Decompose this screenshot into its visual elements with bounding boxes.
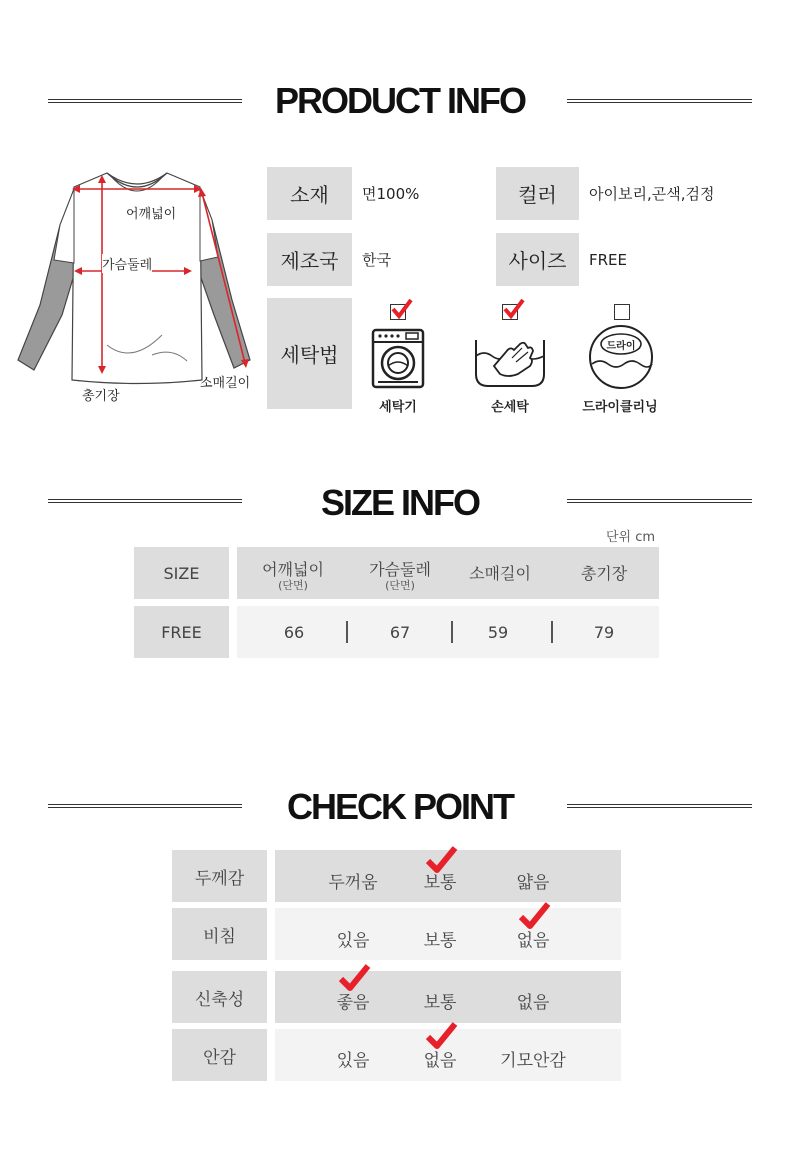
- check-option: 보통: [423, 993, 457, 1013]
- check-icon: [502, 298, 526, 320]
- check-option-selected: 없음: [423, 1051, 457, 1071]
- table-cell: 79: [593, 622, 615, 642]
- chest-label: 가슴둘레: [102, 254, 152, 273]
- check-row-label: 두께감: [172, 850, 267, 902]
- wash-option-hand: [460, 300, 560, 415]
- table-cell: 59: [487, 622, 509, 642]
- color-value: 아이보리,곤색,검정: [589, 185, 715, 203]
- length-header: 총기장: [580, 563, 628, 583]
- size-value: FREE: [589, 250, 628, 269]
- section-title: CHECK POINT: [286, 786, 513, 827]
- wash-caption: 손세탁: [491, 400, 529, 415]
- shoulder-header: [237, 551, 349, 597]
- sleeve-label: 소매길이: [200, 376, 251, 391]
- section-title: SIZE INFO: [320, 482, 479, 523]
- country-value: 한국: [362, 251, 391, 269]
- check-option-selected: 보통: [423, 873, 457, 893]
- chest-header: [344, 551, 456, 597]
- divider: [567, 804, 752, 808]
- wash-option-machine: [348, 300, 448, 415]
- check-option: 기모안감: [500, 1051, 566, 1071]
- total-length-label: 총기장: [82, 389, 120, 404]
- cell-divider: [551, 621, 553, 643]
- shirt-measurement-diagram: [12, 165, 262, 405]
- table-cell: 66: [283, 622, 305, 642]
- checkbox-unchecked: [614, 304, 630, 320]
- check-row-label: 비침: [172, 908, 267, 960]
- check-option: 있음: [336, 931, 370, 951]
- header-label: 가슴둘레: [369, 559, 431, 579]
- size-row-label: FREE: [134, 606, 229, 658]
- check-option-selected: 없음: [516, 931, 550, 951]
- hand-wash-icon: [472, 336, 548, 390]
- check-option: 없음: [516, 993, 550, 1013]
- color-label: 컬러: [496, 167, 579, 220]
- header-label: 어깨넓이: [262, 559, 324, 579]
- header-sub: (단면): [278, 578, 308, 592]
- unit-label: 단위 cm: [606, 530, 656, 545]
- country-label: 제조국: [267, 233, 352, 286]
- dry-clean-icon: [588, 324, 654, 390]
- check-option-selected: 좋음: [336, 993, 370, 1013]
- header-sub: (단면): [385, 578, 415, 592]
- check-option: 있음: [336, 1051, 370, 1071]
- sleeve-header: 소매길이: [469, 563, 531, 583]
- wash-caption: 세탁기: [379, 400, 417, 415]
- red-check-icon: [425, 1021, 459, 1051]
- wash-label: 세탁법: [267, 298, 352, 409]
- size-label: 사이즈: [496, 233, 579, 286]
- size-header: SIZE: [134, 547, 229, 599]
- red-check-icon: [338, 963, 372, 993]
- check-option: 보통: [423, 931, 457, 951]
- dry-badge: 드라이: [606, 341, 636, 352]
- check-icon: [390, 298, 414, 320]
- check-row-label: 신축성: [172, 971, 267, 1023]
- check-option: 얇음: [516, 873, 550, 893]
- wash-caption: 드라이클리닝: [582, 400, 658, 415]
- wash-option-dry: [570, 300, 670, 415]
- material-value: 면100%: [362, 185, 420, 203]
- size-info-header: [0, 474, 800, 534]
- divider: [567, 499, 752, 503]
- red-check-icon: [425, 845, 459, 875]
- divider: [567, 99, 752, 103]
- check-point-header: [0, 778, 800, 838]
- red-check-icon: [518, 901, 552, 931]
- washing-machine-icon: [370, 328, 426, 390]
- material-label: 소재: [267, 167, 352, 220]
- check-row-label: 안감: [172, 1029, 267, 1081]
- product-info-header: [0, 72, 800, 132]
- cell-divider: [346, 621, 348, 643]
- check-option: 두꺼움: [328, 873, 378, 893]
- section-title: PRODUCT INFO: [275, 80, 525, 121]
- table-cell: 67: [389, 622, 411, 642]
- shoulder-label: 어깨넓이: [126, 207, 177, 222]
